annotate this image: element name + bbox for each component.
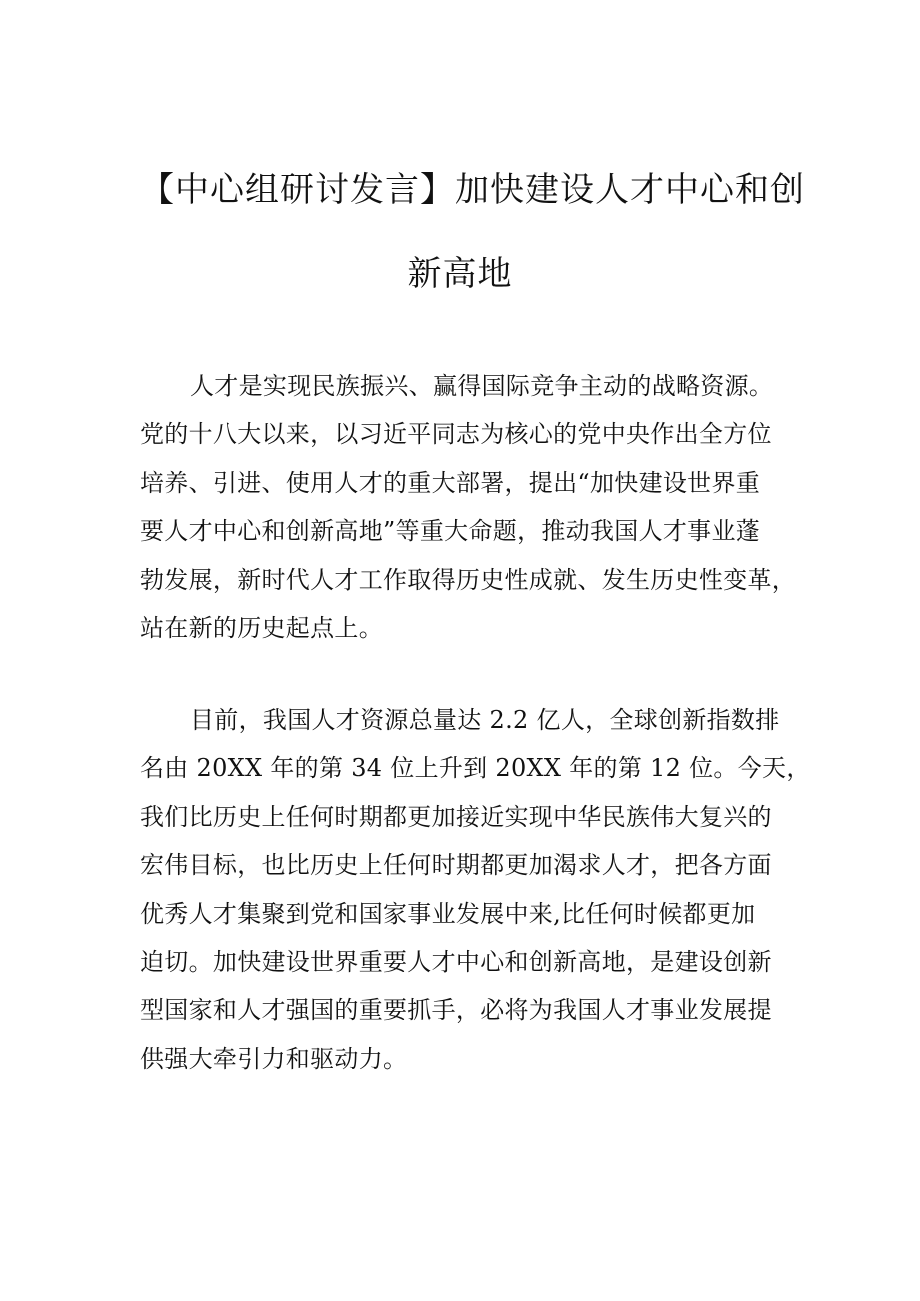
paragraph-line: 我们比历史上任何时期都更加接近实现中华民族伟大复兴的 bbox=[140, 802, 772, 831]
paragraph-line: 培养、引进、使用人才的重大部署，提出“加快建设世界重 bbox=[140, 468, 761, 497]
paragraph-line: 宏伟目标，也比历史上任何时期都更加渴求人才，把各方面 bbox=[140, 851, 772, 880]
paragraph-line: 优秀人才集聚到党和国家事业发展中来,比任何时候都更加 bbox=[140, 899, 756, 928]
paragraph-1 bbox=[140, 362, 797, 652]
paragraph-2 bbox=[140, 696, 811, 1083]
paragraph-line: 迫切。加快建设世界重要人才中心和创新高地，是建设创新 bbox=[140, 948, 772, 977]
paragraph-line: 勃发展，新时代人才工作取得历史性成就、发生历史性变革， bbox=[140, 565, 797, 594]
paragraph-line: 型国家和人才强国的重要抓手，必将为我国人才事业发展提 bbox=[140, 996, 772, 1025]
paragraph-line: 党的十八大以来，以习近平同志为核心的党中央作出全方位 bbox=[140, 420, 772, 449]
paragraph-line: 目前，我国人才资源总量达 2.2 亿人，全球创新指数排 bbox=[190, 706, 780, 734]
title-line-2: 新高地 bbox=[407, 254, 513, 294]
paragraph-line: 名由 20XX 年的第 34 位上升到 20XX 年的第 12 位。今天， bbox=[140, 754, 811, 783]
paragraph-line: 供强大牵引力和驱动力。 bbox=[140, 1044, 408, 1073]
document-title bbox=[140, 148, 805, 316]
paragraph-line: 要人才中心和创新高地”等重大命题，推动我国人才事业蓬 bbox=[140, 517, 761, 546]
paragraph-line: 人才是实现民族振兴、赢得国际竞争主动的战略资源。 bbox=[190, 372, 774, 400]
paragraph-line: 站在新的历史起点上。 bbox=[140, 614, 383, 643]
title-line-1: 【中心组研讨发言】加快建设人才中心和创 bbox=[140, 170, 805, 210]
